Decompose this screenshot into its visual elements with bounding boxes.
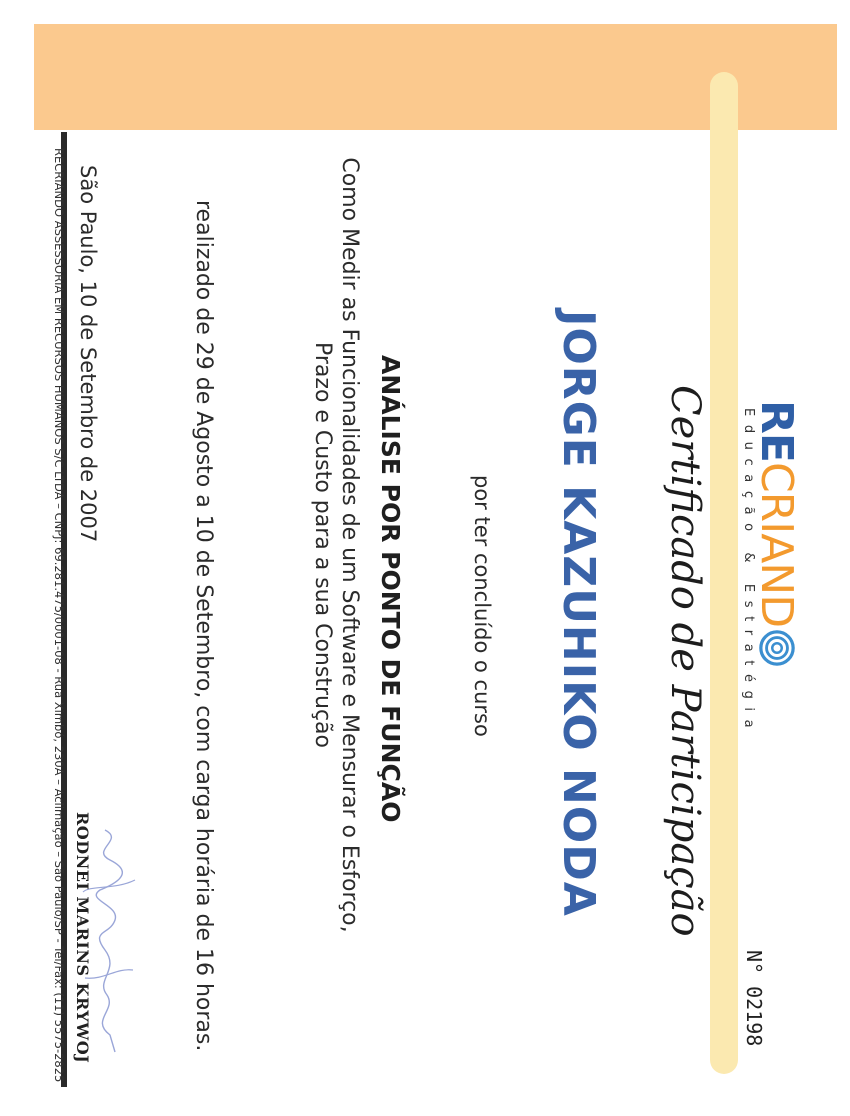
logo-re: RE: [751, 400, 802, 462]
signer-name: RODNEI MARINS KRYWOJ: [73, 812, 92, 1064]
company-footer: RECRIANDO ASSESSORIA EM RECURSOS HUMANOS S/C LTDA – CNPJ: 69.281.475/0001-08 - Rua Ximbó, 230A – Aclimação – São Paulo/SP - Tel/Fax: (11) 5575-2825: [52, 148, 66, 1083]
certificate-title: Certificado de Participação: [662, 385, 708, 937]
certificate-number: N° 02198: [742, 950, 766, 1047]
brand-tagline: Educação & Estratégia: [741, 408, 756, 737]
intro-text: por ter concluído o curso: [470, 475, 494, 737]
logo-criand: CRIAND: [751, 461, 802, 628]
course-subtitle: Como Medir as Funcionalidades de um Software e Mensurar o Esforço, Prazo e Custo para a sua Construção: [310, 157, 362, 933]
course-title: ANÁLISE POR PONTO DE FUNÇÃO: [376, 355, 405, 823]
recipient-name: JORGE KAZUHIKO NODA: [553, 310, 604, 917]
course-dates: realizado de 29 de Agosto a 10 de Setembro, com carga horária de 16 horas.: [191, 200, 216, 1052]
spiral-icon: [758, 629, 796, 667]
city-date: São Paulo, 10 de Setembro de 2007: [76, 165, 100, 543]
recriando-logo: [751, 400, 802, 667]
